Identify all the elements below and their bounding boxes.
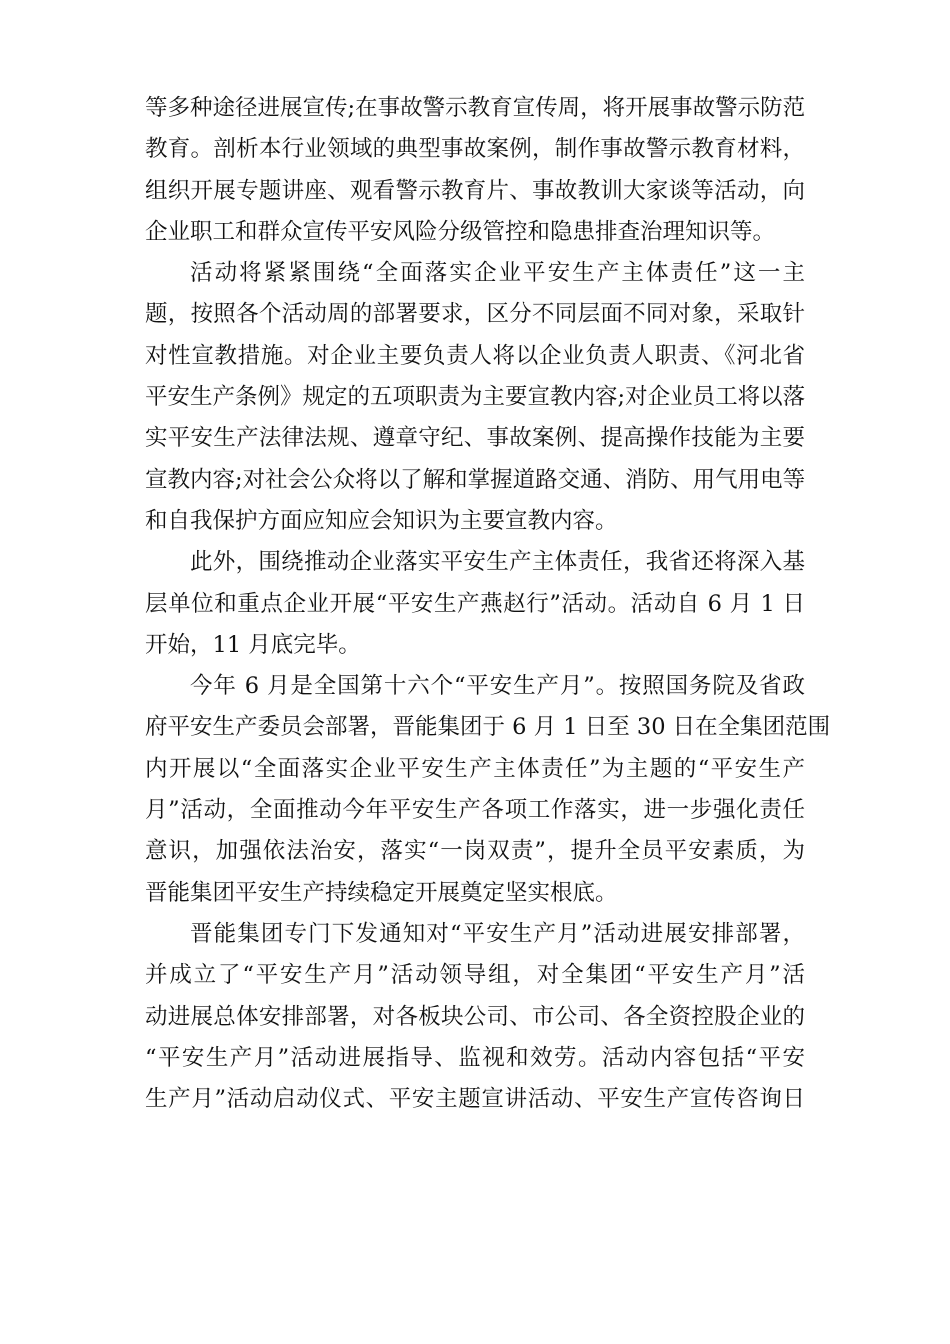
text-line: 生产月”活动启动仪式、平安主题宣讲活动、平安生产宣传咨询日 [145, 1086, 805, 1113]
text-line: 层单位和重点企业开展“平安生产燕赵行”活动。活动自 6 月 1 日 [145, 590, 805, 617]
text-line: 等多种途径进展宣传;在事故警示教育宣传周，将开展事故警示防范 [145, 95, 806, 121]
text-line: 组织开展专题讲座、观看警示教育片、事故教训大家谈等活动，向 [145, 177, 805, 204]
body-text [145, 88, 831, 1120]
text-line: 动进展总体安排部署，对各板块公司、市公司、各全资控股企业的 [145, 1003, 805, 1030]
text-line: 开始，11 月底完毕。 [145, 631, 361, 658]
text-line: 府平安生产委员会部署，晋能集团于 6 月 1 日至 30 日在全集团范围 [145, 714, 831, 741]
text-line: 月”活动，全面推动今年平安生产各项工作落实，进一步强化责任 [145, 797, 805, 824]
paragraph-first-line: 活动将紧紧围绕“全面落实企业平安生产主体责任”这一主 [190, 260, 805, 287]
paragraph-first-line: 晋能集团专门下发通知对“平安生产月”活动进展安排部署， [190, 920, 805, 947]
text-line: 平安生产条例》规定的五项职责为主要宣教内容;对企业员工将以落 [145, 384, 806, 411]
text-line: 宣教内容;对社会公众将以了解和掌握道路交通、消防、用气用电等 [145, 466, 806, 493]
text-line: 和自我保护方面应知应会知识为主要宣教内容。 [145, 507, 618, 534]
paragraph-first-line: 此外，围绕推动企业落实平安生产主体责任，我省还将深入基 [190, 549, 805, 576]
text-line: 实平安生产法律法规、遵章守纪、事故案例、提高操作技能为主要 [145, 425, 805, 452]
text-line: 教育。剖析本行业领域的典型事故案例，制作事故警示教育材料， [145, 136, 805, 163]
text-line: 意识，加强依法治安，落实“一岗双责”，提升全员平安素质，为 [145, 838, 805, 865]
text-line: 并成立了“平安生产月”活动领导组，对全集团“平安生产月”活 [145, 962, 805, 989]
text-line: 内开展以“全面落实企业平安生产主体责任”为主题的“平安生产 [145, 755, 805, 782]
paragraph-first-line: 今年 6 月是全国第十六个“平安生产月”。按照国务院及省政 [190, 673, 805, 700]
text-line: “平安生产月”活动进展指导、监视和效劳。活动内容包括“平安 [145, 1044, 805, 1071]
text-line: 题，按照各个活动周的部署要求，区分不同层面不同对象，采取针 [145, 301, 805, 328]
text-line: 晋能集团平安生产持续稳定开展奠定坚实根底。 [145, 879, 618, 906]
text-line: 企业职工和群众宣传平安风险分级管控和隐患排查治理知识等。 [145, 218, 776, 245]
text-line: 对性宣教措施。对企业主要负责人将以企业负责人职责、《河北省 [145, 342, 805, 369]
